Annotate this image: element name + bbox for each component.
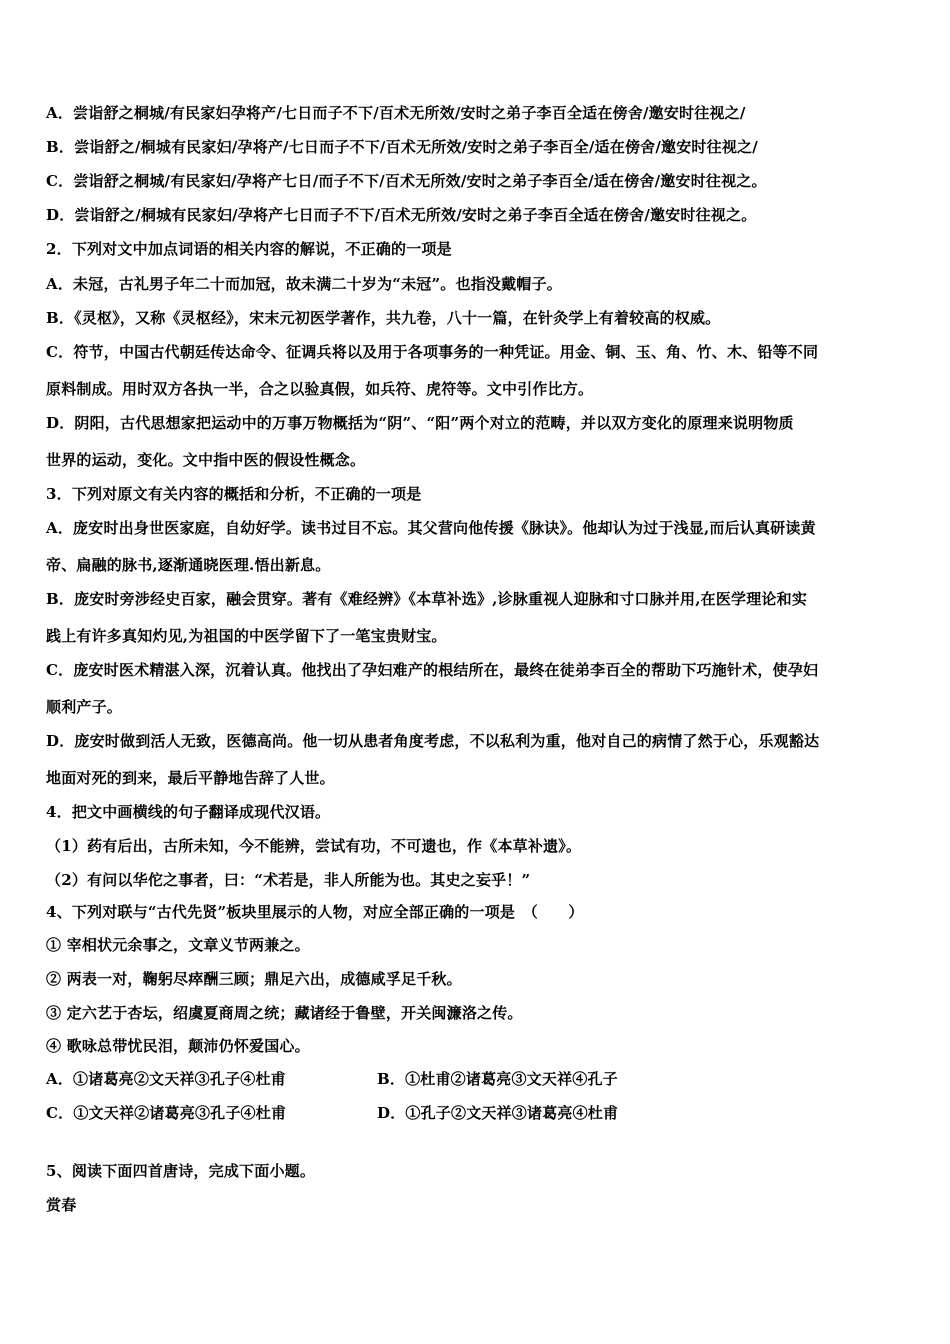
- q2-option-c-line2: 原料制成。用时双方各执一半，合之以验真假，如兵符、虎符等。文中引作比方。: [46, 380, 594, 398]
- q1-option-d: D．尝诣舒之/桐城有民家妇/孕将产七日而子不下/百术无所效/安时之弟子李百全适在傍舍/邀安时往视之。: [46, 206, 757, 224]
- q3-option-a-line1: A．庞安时出身世医家庭，自幼好学。读书过目不忘。其父营向他传援《脉诀》。他却认为过于浅显,而后认真研读黄: [46, 519, 816, 537]
- couplet-4: ④ 歌咏总带忧民泪，颠沛仍怀爱国心。: [46, 1037, 310, 1055]
- q1-option-a: A．尝诣舒之桐城/有民家妇孕将产/七日而子不下/百术无所效/安时之弟子李百全适在傍舍/邀安时往视之/: [46, 104, 746, 122]
- q4b-stem: 4、下列对联与“古代先贤”板块里展示的人物，对应全部正确的一项是 （ ）: [46, 903, 584, 921]
- q2-option-b: B．《灵枢》，又称《灵枢经》，宋末元初医学著作，共九卷，八十一篇，在针灸学上有着较高的权威。: [46, 309, 721, 327]
- q3-stem: 3．下列对原文有关内容的概括和分析，不正确的一项是: [46, 485, 422, 503]
- poem-title: 赏春: [46, 1196, 77, 1214]
- q4-stem: 4．把文中画横线的句子翻译成现代汉语。: [46, 803, 331, 821]
- q4-sentence-2: （2）有问以华佗之事者，曰：“术若是，非人所能为也。其史之妄乎！”: [46, 871, 531, 889]
- q3-option-c-line1: C．庞安时医术精湛入深，沉着认真。他找出了孕妇难产的根结所在，最终在徒弟李百全的帮助下巧施针术，使孕妇: [46, 661, 819, 679]
- q3-option-c-line2: 顺利产子。: [46, 698, 123, 716]
- couplet-2: ② 两表一对，鞠躬尽瘁酬三顾；鼎足六出，成德咸孚足千秋。: [46, 970, 462, 988]
- q2-option-c-line1: C．符节，中国古代朝廷传达命令、征调兵将以及用于各项事务的一种凭证。用金、铜、玉、角、竹、木、铅等不同: [46, 343, 819, 361]
- q3-option-b-line1: B．庞安时旁涉经史百家，融会贯穿。著有《难经辨》《本草补选》,诊脉重视人迎脉和寸口脉并用,在医学理论和实: [46, 590, 808, 608]
- q4b-option-d: D．①孔子②文天祥③诸葛亮④杜甫: [377, 1104, 619, 1122]
- q4b-option-b: B．①杜甫②诸葛亮③文天祥④孔子: [377, 1070, 618, 1088]
- q2-option-d-line2: 世界的运动，变化。文中指中医的假设性概念。: [46, 451, 366, 469]
- q1-option-c: C．尝诣舒之桐城/有民家妇/孕将产七日/而子不下/百术无所效/安时之弟子李百全/适在傍舍/邀安时往视之。: [46, 172, 767, 190]
- q3-option-d-line2: 地面对死的到来，最后平静地告辞了人世。: [46, 769, 335, 787]
- q2-option-a: A．未冠，古礼男子年二十而加冠，故未满二十岁为“未冠”。也指没戴帽子。: [46, 275, 562, 293]
- q4b-option-c: C．①文天祥②诸葛亮③孔子④杜甫: [46, 1104, 287, 1122]
- couplet-1: ① 宰相状元余事之，文章义节两兼之。: [46, 936, 310, 954]
- q4-sentence-1: （1）药有后出，古所未知，今不能辨，尝试有功，不可遗也，作《本草补遗》。: [46, 837, 582, 855]
- q4b-option-a: A．①诸葛亮②文天祥③孔子④杜甫: [46, 1070, 286, 1088]
- q1-option-b: B．尝诣舒之/桐城有民家妇/孕将产/七日而子不下/百术无所效/安时之弟子李百全/适在傍舍/邀安时往视之/: [46, 138, 758, 156]
- q5-stem: 5、阅读下面四首唐诗，完成下面小题。: [46, 1162, 316, 1180]
- q3-option-d-line1: D．庞安时做到活人无致，医德高尚。他一切从患者角度考虑，不以私利为重，他对自己的病情了然于心，乐观豁达: [46, 732, 820, 750]
- q3-option-a-line2: 帝、扁融的脉书,逐渐通晓医理.悟出新息。: [46, 556, 331, 574]
- couplet-3: ③ 定六艺于杏坛，绍虞夏商周之统；藏诸经于鲁壁，开关闽濂洛之传。: [46, 1004, 523, 1022]
- q2-option-d-line1: D．阴阳，古代思想家把运动中的万事万物概括为“阴”、“阳”两个对立的范畴，并以双方变化的原理来说明物质: [46, 414, 794, 432]
- q2-stem: 2．下列对文中加点词语的相关内容的解说，不正确的一项是: [46, 240, 452, 258]
- q3-option-b-line2: 践上有许多真知灼见,为祖国的中医学留下了一笔宝贵财宝。: [46, 627, 447, 645]
